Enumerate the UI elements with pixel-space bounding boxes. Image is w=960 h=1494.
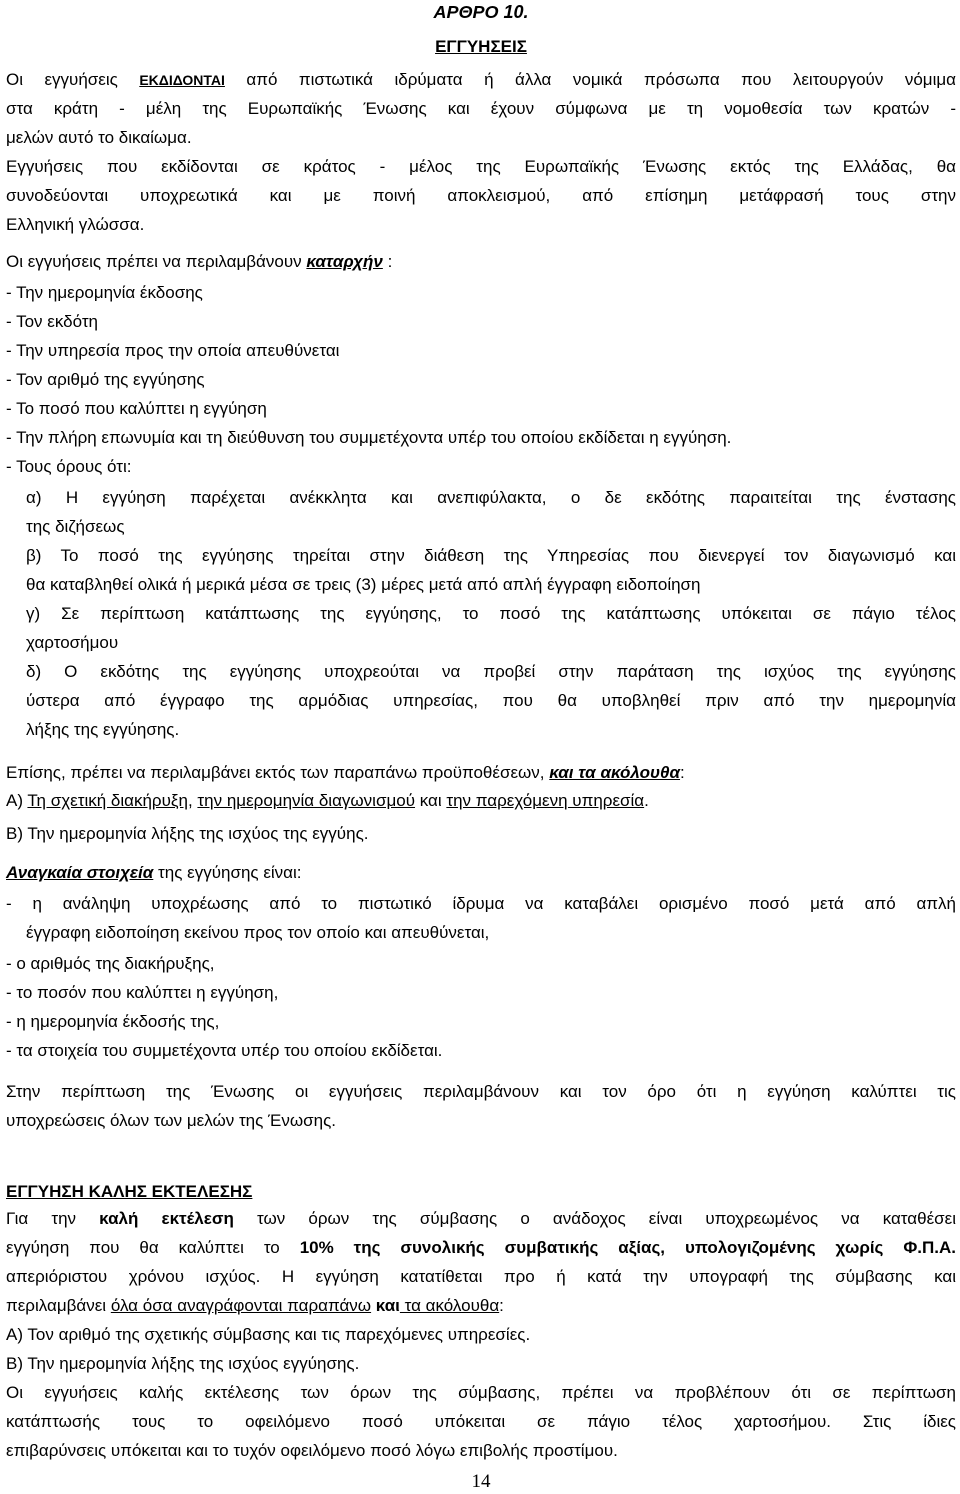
text: : <box>680 763 685 782</box>
term-c-line-2: χαρτοσήμου <box>26 633 119 652</box>
list-item: - Το ποσό που καλύπτει η εγγύηση <box>6 399 267 418</box>
intro-line-5: συνοδεύονται υποχρεωτικά και με ποινή αποκλεισμού, από επίσημη μετάφρασή τους στην <box>6 186 956 205</box>
emphasis: καταρχήν <box>306 252 383 271</box>
text: εγγύηση που θα καλύπτει το <box>6 1238 300 1257</box>
union-line-1: Στην περίπτωση της Ένωσης οι εγγυήσεις περιλαμβάνουν και τον όρο ότι η εγγύηση καλύπτει τις <box>6 1082 956 1101</box>
text: Οι εγγυήσεις πρέπει να περιλαμβάνουν <box>6 252 307 271</box>
term-c-line-1: γ) Σε περίπτωση κατάπτωσης της εγγύησης, το ποσό της κατάπτωσης υπόκειται σε πάγιο τέλος <box>26 604 956 623</box>
article-title: ΕΓΓΥΗΣΕΙΣ <box>435 37 527 56</box>
text: των όρων της σύμβασης ο ανάδοχος είναι υποχρεωμένος να καταθέσει <box>233 1209 956 1228</box>
text: περιλαμβάνει <box>6 1296 111 1315</box>
performance-heading: ΕΓΓΥΗΣΗ ΚΑΛΗΣ ΕΚΤΕΛΕΣΗΣ <box>6 1182 253 1201</box>
essentials-item-3: - το ποσόν που καλύπτει η εγγύηση, <box>6 983 279 1002</box>
list-item: - Τον αριθμό της εγγύησης <box>6 370 205 389</box>
issued-emphasis: ΕΚΔΙΔΟΝΤΑΙ <box>139 72 225 88</box>
list-item: - Την υπηρεσία προς την οποία απευθύνεται <box>6 341 340 360</box>
intro-line-6: Ελληνική γλώσσα. <box>6 215 145 234</box>
list-item: - Την πλήρη επωνυμία και τη διεύθυνση του συμμετέχοντα υπέρ του οποίου εκδίδεται η εγγύηση. <box>6 428 732 447</box>
essentials-item-2: - ο αριθμός της διακήρυξης, <box>6 954 215 973</box>
intro-line-3: μελών αυτό το δικαίωμα. <box>6 128 192 147</box>
emphasis: ακόλουθα <box>600 763 681 782</box>
performance-line-6: κατάπτωσής τους το οφειλόμενο ποσό υπόκειται σε πάγιο τέλος χαρτοσήμου. Στις ίδιες <box>6 1412 956 1431</box>
term-d-line-2: ύστερα από έγγραφο της αρμόδιας υπηρεσίας, που θα υποβληθεί πριν από την ημερομηνία <box>26 691 956 710</box>
text: την παρεχόμενη υπηρεσία <box>446 791 645 810</box>
term-b-line-1: β) Το ποσό της εγγύησης τηρείται στην διάθεση της Υπηρεσίας που διενεργεί τον διαγωνισμό και <box>26 546 956 565</box>
text: τα ακόλουθα <box>399 1296 500 1315</box>
emphasis: και τα <box>549 763 601 782</box>
term-b-line-2: θα καταβληθεί ολικά ή μερικά μέσα σε τρεις (3) μέρες μετά από απλή έγγραφη ειδοποίηση <box>26 575 701 594</box>
text: της εγγύησης είναι: <box>153 863 302 882</box>
also-item-b: Β) Την ημερομηνία λήξης της ισχύος της εγγύης. <box>6 824 369 843</box>
list-item: - Την ημερομηνία έκδοσης <box>6 283 203 302</box>
term-d-line-3: λήξης της εγγύησης. <box>26 720 180 739</box>
performance-line-2 <box>6 1239 956 1256</box>
list-item: - Τους όρους ότι: <box>6 457 132 476</box>
union-line-2: υποχρεώσεις όλων των μελών της Ένωσης. <box>6 1111 336 1130</box>
emphasis: Αναγκαία στοιχεία <box>6 863 154 882</box>
performance-item-a: Α) Τον αριθμό της σχετικής σύμβασης και τις παρεχόμενες υπηρεσίες. <box>6 1325 531 1344</box>
performance-line-7: επιβαρύνσεις υπόκειται και το τυχόν οφειλόμενο ποσό λόγω επιβολής προστίμου. <box>6 1441 618 1460</box>
emphasis: 10% της συνολικής συμβατικής αξίας, υπολογιζομένης χωρίς Φ.Π.Α. <box>299 1238 957 1257</box>
intro-line-1 <box>6 71 956 88</box>
performance-item-b: Β) Την ημερομηνία λήξης της ισχύος εγγύησης. <box>6 1354 360 1373</box>
term-d-line-1: δ) Ο εκδότης της εγγύησης υποχρεούται να προβεί στην παράταση της ισχύος της εγγύησης <box>26 662 956 681</box>
essentials-lead <box>6 864 302 881</box>
text: από πιστωτικά ιδρύματα ή άλλα νομικά πρόσωπα που λειτουργούν νόμιμα <box>224 70 956 89</box>
text: Α) <box>6 791 28 810</box>
intro-line-2: στα κράτη - μέλη της Ευρωπαϊκής Ένωσης και έχουν σύμφωνα με τη νομοθεσία των κρατών - <box>6 99 956 118</box>
text: : <box>499 1296 504 1315</box>
contents-lead <box>6 253 392 270</box>
emphasis: καλή εκτέλεση <box>99 1209 234 1228</box>
intro-line-4: Εγγυήσεις που εκδίδονται σε κράτος - μέλος της Ευρωπαϊκής Ένωσης εκτός της Ελλάδας, θα <box>6 157 956 176</box>
page-number: 14 <box>471 1471 491 1492</box>
essentials-item-4: - η ημερομηνία έκδοσής της, <box>6 1012 220 1031</box>
also-item-a <box>6 792 649 809</box>
performance-line-4 <box>6 1297 504 1314</box>
also-lead <box>6 764 685 781</box>
performance-line-5: Οι εγγυήσεις καλής εκτέλεσης των όρων της σύμβασης, πρέπει να προβλέπουν ότι σε περίπτωση <box>6 1383 956 1402</box>
essentials-item-1: - η ανάληψη υποχρέωσης από το πιστωτικό ίδρυμα να καταβάλει ορισμένο ποσό μετά από απλή <box>6 894 956 913</box>
emphasis: και <box>371 1296 400 1315</box>
text: και <box>415 791 447 810</box>
text: την ημερομηνία διαγωνισμού <box>197 791 416 810</box>
article-number: ΑΡΘΡΟ 10. <box>433 2 529 22</box>
essentials-item-5: - τα στοιχεία του συμμετέχοντα υπέρ του οποίου εκδίδεται. <box>6 1041 443 1060</box>
text: . <box>644 791 649 810</box>
text: Επίσης, πρέπει να περιλαμβάνει εκτός των παραπάνω προϋποθέσεων, <box>6 763 550 782</box>
text: Οι εγγυήσεις <box>6 70 140 89</box>
essentials-item-1-cont: έγγραφη ειδοποίηση εκείνου προς τον οποίο και απευθύνεται, <box>26 923 490 942</box>
text: , <box>187 791 198 810</box>
list-item: - Τον εκδότη <box>6 312 98 331</box>
performance-line-3: απεριόριστου χρόνου ισχύος. Η εγγύηση κατατίθεται προ ή κατά την υπογραφή της σύμβασης και <box>6 1267 956 1286</box>
term-a-line-2: της διζήσεως <box>26 517 125 536</box>
text: Τη σχετική διακήρυξη <box>27 791 188 810</box>
text: όλα όσα αναγράφονται παραπάνω <box>110 1296 372 1315</box>
text: : <box>382 252 393 271</box>
term-a-line-1: α) Η εγγύηση παρέχεται ανέκκλητα και ανεπιφύλακτα, ο δε εκδότης παραιτείται της ένστασης <box>26 488 956 507</box>
text: Για την <box>6 1209 100 1228</box>
performance-line-1 <box>6 1210 956 1227</box>
